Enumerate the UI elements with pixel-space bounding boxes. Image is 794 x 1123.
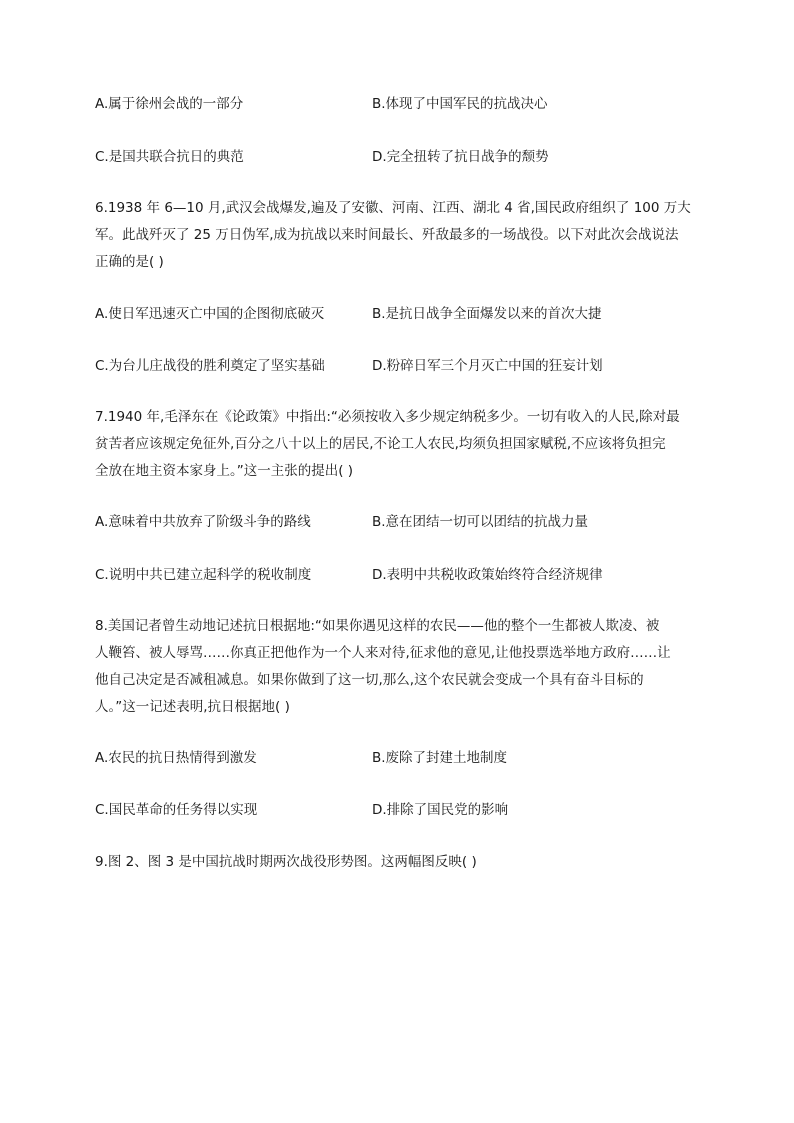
q8-option-d: D.排除了国民党的影响 <box>372 802 509 818</box>
q6-stem <box>95 195 707 276</box>
q7-option-row-1 <box>95 512 715 532</box>
q8-stem-line: 人鞭笞、被人辱骂……你真正把他作为一个人来对待,征求他的意见,让他投票选举地方政府……让 <box>95 645 671 661</box>
q6-option-row-1 <box>95 304 715 324</box>
q5-option-row-2 <box>95 147 715 167</box>
q7-stem <box>95 404 707 485</box>
q8-option-row-1 <box>95 748 715 768</box>
q9-stem <box>95 849 707 876</box>
q7-stem-line: 全放在地主资本家身上。”这一主张的提出( ) <box>95 463 354 479</box>
q8-stem-line: 8.美国记者曾生动地记述抗日根据地:“如果你遇见这样的农民——他的整个一生都被人欺凌、被 <box>95 618 660 634</box>
q8-option-row-2 <box>95 800 715 820</box>
q7-option-a: A.意味着中共放弃了阶级斗争的路线 <box>95 514 311 530</box>
q9-stem-line: 9.图 2、图 3 是中国抗战时期两次战役形势图。这两幅图反映( ) <box>95 854 477 870</box>
q6-option-d: D.粉碎日军三个月灭亡中国的狂妄计划 <box>372 358 603 374</box>
q8-option-a: A.农民的抗日热情得到激发 <box>95 750 257 766</box>
q5-option-c: C.是国共联合抗日的典范 <box>95 149 244 165</box>
q5-option-a: A.属于徐州会战的一部分 <box>95 96 244 112</box>
q6-option-c: C.为台儿庄战役的胜利奠定了坚实基础 <box>95 358 325 374</box>
q6-option-row-2 <box>95 356 715 376</box>
q5-option-row-1 <box>95 94 715 114</box>
q5-option-b: B.体现了中国军民的抗战决心 <box>372 96 548 112</box>
q7-stem-line: 7.1940 年,毛泽东在《论政策》中指出:“必须按收入多少规定纳税多少。一切有收入的人民,除对最 <box>95 409 680 425</box>
q6-stem-line: 军。此战歼灭了 25 万日伪军,成为抗战以来时间最长、歼敌最多的一场战役。以下对此次会战说法 <box>95 227 679 243</box>
q8-stem-line: 他自己决定是否减租减息。如果你做到了这一切,那么,这个农民就会变成一个具有奋斗目标的 <box>95 672 644 688</box>
q7-option-row-2 <box>95 565 715 585</box>
q6-option-b: B.是抗日战争全面爆发以来的首次大捷 <box>372 306 602 322</box>
q5-option-d: D.完全扭转了抗日战争的颓势 <box>372 149 549 165</box>
q7-option-b: B.意在团结一切可以团结的抗战力量 <box>372 514 589 530</box>
q6-stem-line: 6.1938 年 6—10 月,武汉会战爆发,遍及了安徽、河南、江西、湖北 4 省,国民政府组织了 100 万大 <box>95 200 691 216</box>
q6-stem-line: 正确的是( ) <box>95 254 164 270</box>
q8-option-c: C.国民革命的任务得以实现 <box>95 802 258 818</box>
q7-option-c: C.说明中共已建立起科学的税收制度 <box>95 567 312 583</box>
q7-option-d: D.表明中共税收政策始终符合经济规律 <box>372 567 603 583</box>
q6-option-a: A.使日军迅速灭亡中国的企图彻底破灭 <box>95 306 325 322</box>
q8-stem <box>95 613 707 721</box>
q8-option-b: B.废除了封建土地制度 <box>372 750 508 766</box>
q7-stem-line: 贫苦者应该规定免征外,百分之八十以上的居民,不论工人农民,均须负担国家赋税,不应该将负担完 <box>95 436 666 452</box>
q8-stem-line: 人。”这一记述表明,抗日根据地( ) <box>95 699 290 715</box>
